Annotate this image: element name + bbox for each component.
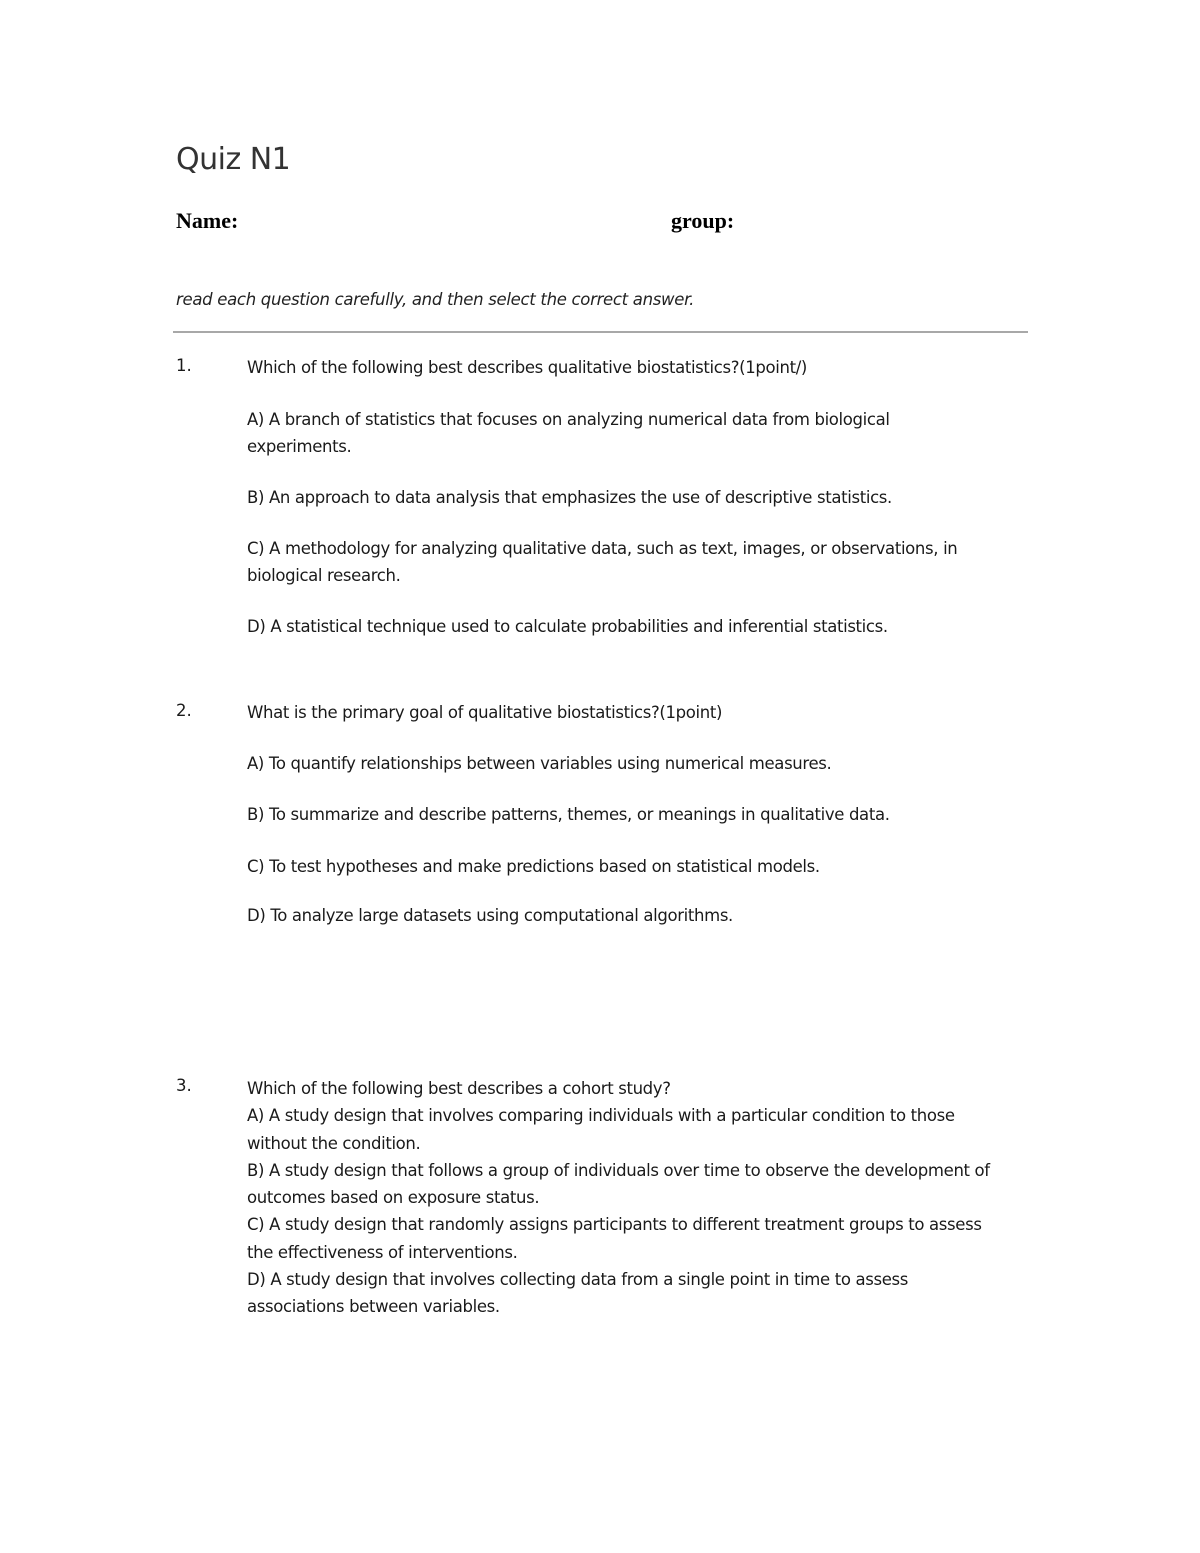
question-text: Which of the following best describes a cohort study? <box>247 1079 671 1098</box>
option-b: B) A study design that follows a group of individuals over time to observe the development of outcomes based on exposure status. <box>247 1160 990 1208</box>
divider <box>173 331 1028 333</box>
question-block <box>247 1075 1037 1321</box>
option-d: D) A study design that involves collecting data from a single point in time to assess associations between variables. <box>247 1270 909 1317</box>
option-d: D) To analyze large datasets using computational algorithms. <box>247 906 733 925</box>
instructions: read each question carefully, and then select the correct answer. <box>176 290 695 309</box>
page-title: Quiz N1 <box>176 142 291 177</box>
option-b: B) To summarize and describe patterns, themes, or meanings in qualitative data. <box>247 805 890 824</box>
option-a: A) A study design that involves comparing individuals with a particular condition to those without the condition. <box>247 1106 955 1153</box>
name-label: Name: <box>176 208 239 233</box>
question-number: 2. <box>176 701 192 720</box>
option-b: B) An approach to data analysis that emphasizes the use of descriptive statistics. <box>247 488 892 507</box>
question-number: 1. <box>176 356 192 375</box>
option-c: C) To test hypotheses and make predictions based on statistical models. <box>247 857 820 876</box>
group-label: group: <box>671 208 735 233</box>
question-text: What is the primary goal of qualitative biostatistics?(1point) <box>247 703 723 722</box>
option-c: C) A methodology for analyzing qualitative data, such as text, images, or observations, in biological research. <box>247 539 958 585</box>
option-a: A) To quantify relationships between variables using numerical measures. <box>247 754 832 773</box>
question-text: Which of the following best describes qualitative biostatistics?(1point/) <box>247 358 808 377</box>
option-d: D) A statistical technique used to calculate probabilities and inferential statistics. <box>247 617 888 636</box>
question-number: 3. <box>176 1076 192 1095</box>
option-c: C) A study design that randomly assigns participants to different treatment groups to assess the effectiveness of interventions. <box>247 1215 982 1262</box>
option-a: A) A branch of statistics that focuses on analyzing numerical data from biological experiments. <box>247 410 890 456</box>
